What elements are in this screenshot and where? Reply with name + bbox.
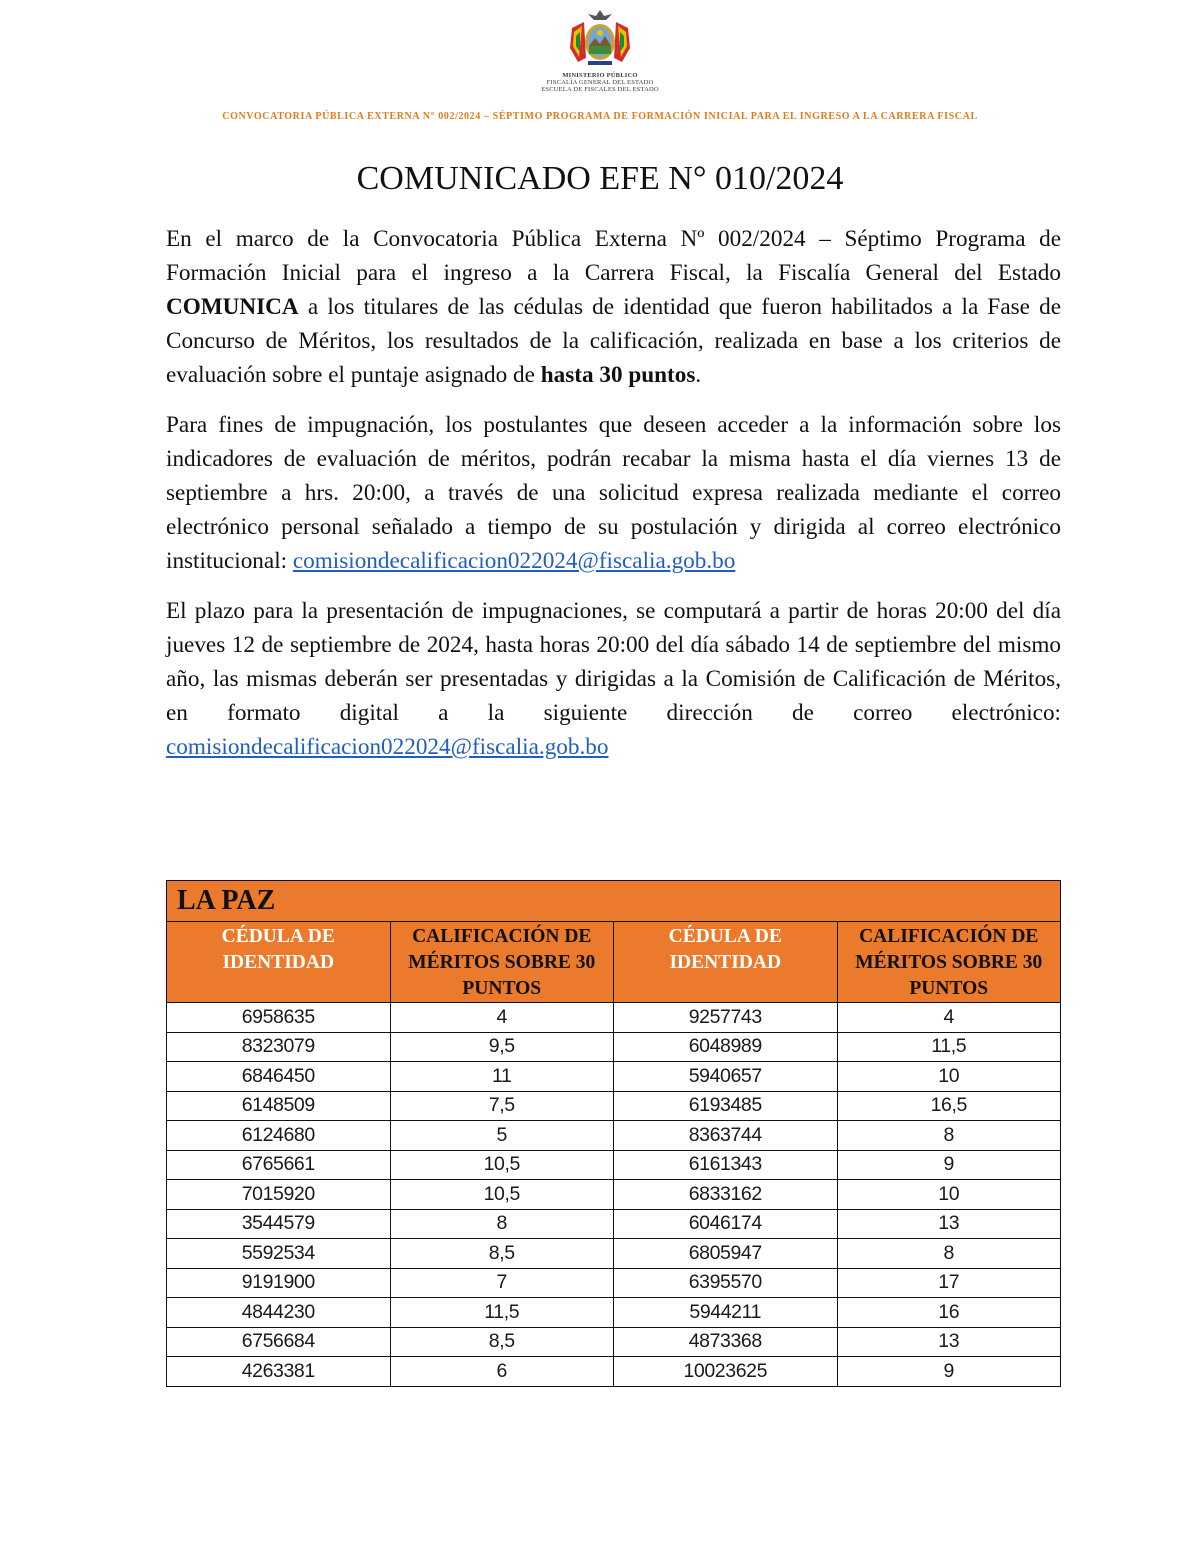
paragraph-intro-text-b: a los titulares de las cédulas de identidad que fueron habilitados a la Fase de Concurso de Méritos, los resultados de la calificación, realizada en base a los criterios de evaluación sobre el puntaje asignado de [166,294,1061,388]
convocatoria-header: CONVOCATORIA PÚBLICA EXTERNA N° 002/2024 – SÉPTIMO PROGRAMA DE FORMACIÓN INICIAL PARA EL INGRESO A LA CARRERA FISCAL [222,111,978,122]
table-row [167,1032,1061,1062]
institution-name [0,72,1200,93]
institution-line-1: MINISTERIO PÚBLICO [562,72,638,79]
body-text [166,222,1061,780]
column-header-cedula-2: CÉDULA DE IDENTIDAD [614,922,838,1003]
table-row [167,1091,1061,1121]
table-cell: 6395570 [614,1268,838,1298]
table-cell: 3544579 [167,1209,391,1239]
table-cell: 6765661 [167,1150,391,1180]
table-cell: 9 [837,1150,1061,1180]
column-header-calificacion-1: CALIFICACIÓN DE MÉRITOS SOBRE 30 PUNTOS [390,922,614,1003]
table-row [167,1239,1061,1269]
table-cell: 6846450 [167,1062,391,1092]
column-headers [167,922,1061,1003]
table-cell: 11,5 [837,1032,1061,1062]
table-cell: 6805947 [614,1239,838,1269]
table-cell: 5940657 [614,1062,838,1092]
table-cell: 8 [837,1239,1061,1269]
table-row [167,1268,1061,1298]
table-cell: 6048989 [614,1032,838,1062]
table-cell: 16 [837,1298,1061,1328]
table-row [167,1357,1061,1387]
table-cell: 10023625 [614,1357,838,1387]
paragraph-intro [166,222,1061,392]
paragraph-intro-text-a: En el marco de la Convocatoria Pública Externa Nº 002/2024 – Séptimo Programa de Formación Inicial para el ingreso a la Carrera Fiscal, la Fiscalía General del Estado [166,226,1061,286]
email-link-2[interactable]: comisiondecalificacion022024@fiscalia.gob.bo [166,734,609,760]
paragraph-intro-bold-points: hasta 30 puntos [540,362,696,388]
table-cell: 6193485 [614,1091,838,1121]
table-row [167,1209,1061,1239]
table-cell: 9 [837,1357,1061,1387]
table-cell: 8323079 [167,1032,391,1062]
table-row [167,1298,1061,1328]
paragraph-impugnacion [166,408,1061,578]
table-row [167,1003,1061,1033]
table-cell: 13 [837,1327,1061,1357]
table-cell: 17 [837,1268,1061,1298]
table-cell: 8 [390,1209,614,1239]
table-cell: 6 [390,1357,614,1387]
table-cell: 6756684 [167,1327,391,1357]
table-cell: 9257743 [614,1003,838,1033]
table-cell: 5944211 [614,1298,838,1328]
table-cell: 13 [837,1209,1061,1239]
table-row [167,1121,1061,1151]
paragraph-intro-text-c: . [695,362,702,388]
table-cell: 8363744 [614,1121,838,1151]
table-cell: 4263381 [167,1357,391,1387]
paragraph-intro-bold-comunica: COMUNICA [166,294,299,320]
page-title: COMUNICADO EFE N° 010/2024 [356,160,844,197]
table-cell: 6046174 [614,1209,838,1239]
table-cell: 8 [837,1121,1061,1151]
table-cell: 5 [390,1121,614,1151]
results-table [166,880,1061,1387]
bolivia-coat-of-arms-icon [564,8,636,72]
paragraph-impugnacion-text: Para fines de impugnación, los postulantes que deseen acceder a la información sobre los indicadores de evaluación de méritos, podrán recabar la misma hasta el día viernes 13 de septiembre a hrs. 20:00, a través de una solicitud expresa realizada mediante el correo electrónico personal señalado a tiempo de su postulación y dirigida al correo electrónico institucional: [166,412,1061,574]
table-row [167,1327,1061,1357]
column-header-calificacion-2: CALIFICACIÓN DE MÉRITOS SOBRE 30 PUNTOS [837,922,1061,1003]
header-logo [0,8,1200,93]
table-cell: 8,5 [390,1327,614,1357]
table-cell: 6148509 [167,1091,391,1121]
table-cell: 4873368 [614,1327,838,1357]
table-cell: 10 [837,1180,1061,1210]
email-link-1[interactable]: comisiondecalificacion022024@fiscalia.gob.bo [292,548,736,574]
paragraph-plazo-text: El plazo para la presentación de impugnaciones, se computará a partir de horas 20:00 del día jueves 12 de septiembre de 2024, hasta horas 20:00 del día sábado 14 de septiembre del mismo año, las mismas deberán ser presentadas y dirigidas a la Comisión de Calificación de Méritos, en formato digital a la siguiente dirección de correo electrónico: [166,598,1061,726]
region-header: LA PAZ [167,881,1061,922]
table-cell: 10,5 [390,1180,614,1210]
table-cell: 16,5 [837,1091,1061,1121]
table-cell: 7 [390,1268,614,1298]
table-cell: 4844230 [167,1298,391,1328]
table-cell: 8,5 [390,1239,614,1269]
table-cell: 6833162 [614,1180,838,1210]
table-row [167,1180,1061,1210]
table-cell: 7015920 [167,1180,391,1210]
table-cell: 7,5 [390,1091,614,1121]
institution-line-2: FISCALÍA GENERAL DEL ESTADO [546,79,654,86]
table-cell: 9191900 [167,1268,391,1298]
table-cell: 11 [390,1062,614,1092]
paragraph-plazo [166,594,1061,764]
table-cell: 5592534 [167,1239,391,1269]
table-cell: 9,5 [390,1032,614,1062]
table-cell: 4 [837,1003,1061,1033]
table-cell: 11,5 [390,1298,614,1328]
column-header-cedula-1: CÉDULA DE IDENTIDAD [167,922,391,1003]
table-row [167,1150,1061,1180]
table-row [167,1062,1061,1092]
table-cell: 4 [390,1003,614,1033]
table-cell: 6958635 [167,1003,391,1033]
institution-line-3: ESCUELA DE FISCALES DEL ESTADO [541,86,659,93]
table-cell: 10,5 [390,1150,614,1180]
table-cell: 6161343 [614,1150,838,1180]
table-cell: 6124680 [167,1121,391,1151]
table-cell: 10 [837,1062,1061,1092]
